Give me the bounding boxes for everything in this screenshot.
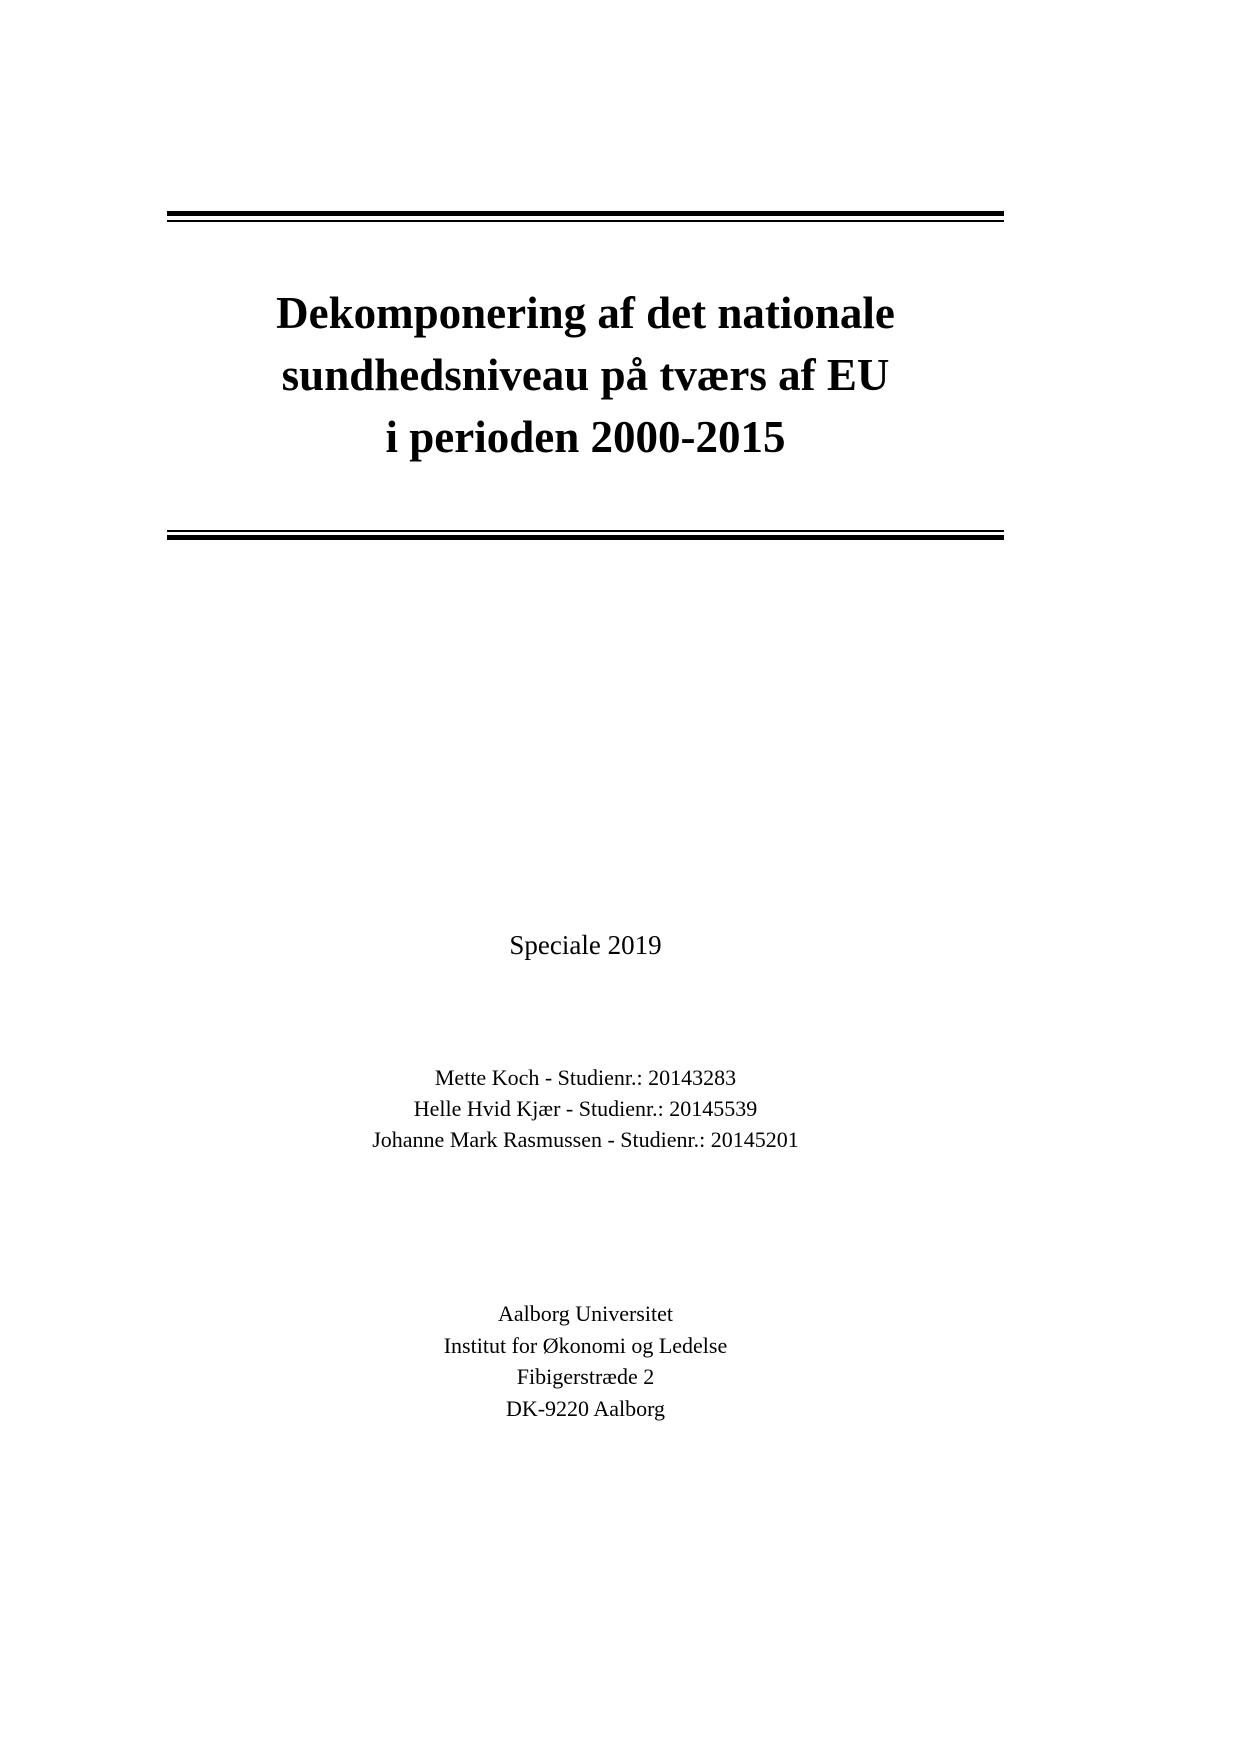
title-line: i perioden 2000-2015 [385, 412, 786, 462]
title-line: sundhedsniveau på tværs af EU [281, 350, 890, 400]
bottom-rule-thick [167, 535, 1004, 540]
author: Helle Hvid Kjær - Studienr.: 20145539 [413, 1096, 758, 1121]
title-line: Dekomponering af det nationale [276, 288, 895, 338]
address-line: Aalborg Universitet [498, 1301, 673, 1326]
author-list [167, 1062, 1004, 1155]
address-line: DK-9220 Aalborg [505, 1395, 666, 1421]
subtitle: Speciale 2019 [509, 930, 662, 960]
address-line: Institut for Økonomi og Ledelse [443, 1332, 728, 1358]
top-rule-thick [167, 211, 1004, 216]
author: Mette Koch - Studienr.: 20143283 [434, 1065, 737, 1090]
author: Johanne Mark Rasmussen - Studienr.: 20145201 [372, 1127, 799, 1152]
bottom-rule-thin [167, 530, 1004, 532]
institution-address [167, 1298, 1004, 1424]
top-rule-thin [167, 220, 1004, 222]
address-line: Fibigerstræde 2 [516, 1364, 655, 1389]
document-title [167, 282, 1004, 468]
